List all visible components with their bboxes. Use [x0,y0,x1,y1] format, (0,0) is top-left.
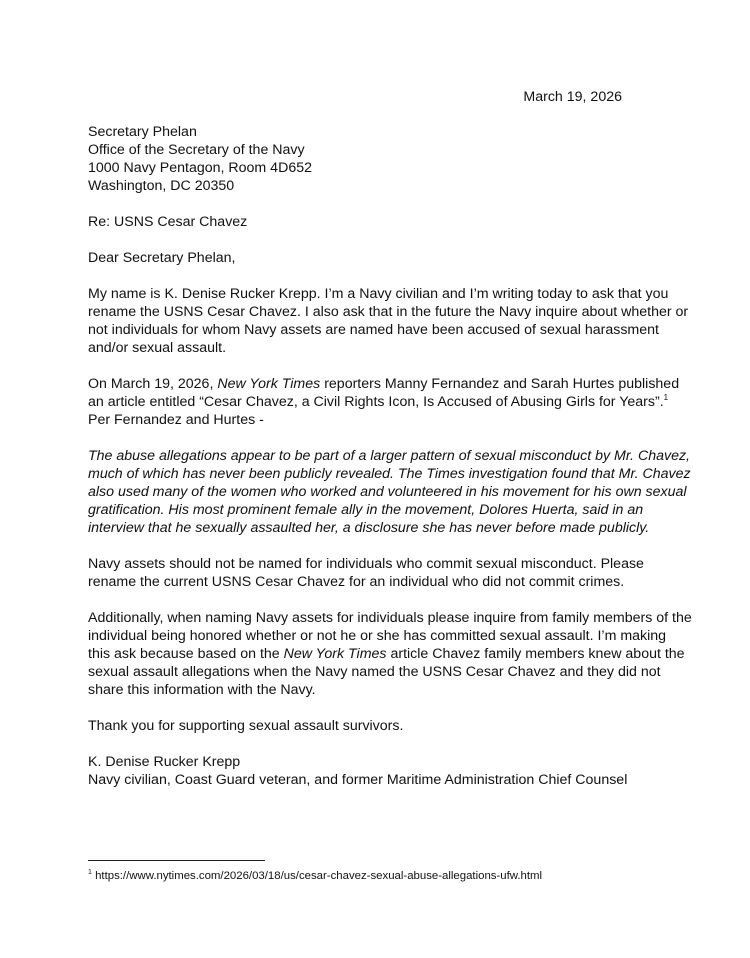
quote-line: gratification. His most prominent female ally in the movement, Dolores Huerta, said in an [88,502,644,518]
paragraph-line: Additionally, when naming Navy assets for individuals please inquire from family members of the [88,610,692,626]
paragraph-line [88,375,680,393]
salutation-text: Dear Secretary Phelan, [88,250,236,266]
closing-text: Thank you for supporting sexual assault survivors. [88,718,404,734]
recipient-line: Washington, DC 20350 [88,178,235,194]
closing [88,717,670,735]
recipient-line: Office of the Secretary of the Navy [88,142,305,158]
footnote-divider [88,860,265,861]
publication-name: New York Times [283,646,387,662]
paragraph-additionally [88,609,692,699]
signature-block [88,753,670,789]
signature-name: K. Denise Rucker Krepp [88,754,241,770]
quote-line: also used many of the women who worked and volunteered in his movement for his own sexual [88,484,687,500]
footnote-reference: 1 [663,393,669,402]
paragraph-line: rename the current USNS Cesar Chavez for an individual who did not commit crimes. [88,574,625,590]
paragraph-line: My name is K. Denise Rucker Krepp. I’m a Navy civilian and I’m writing today to ask that you [88,286,669,302]
paragraph-line [88,393,670,411]
subject-text: Re: USNS Cesar Chavez [88,214,248,230]
text-segment: an article entitled “Cesar Chavez, a Civil Rights Icon, Is Accused of Abusing Girls for Years”. [88,394,664,410]
paragraph-line: Navy assets should not be named for individuals who commit sexual misconduct. Please [88,556,644,572]
recipient-line: 1000 Navy Pentagon, Room 4D652 [88,160,312,176]
paragraph-line: rename the USNS Cesar Chavez. I also ask that in the future the Navy inquire about whether or [88,304,689,320]
footnote [88,869,542,883]
paragraph-intro [88,285,689,357]
subject-line [88,213,670,231]
paragraph-line: and/or sexual assault. [88,340,227,356]
paragraph-line: not individuals for whom Navy assets are named have been accused of sexual harassment [88,322,659,338]
text-segment: article Chavez family members knew about the [386,646,685,662]
block-quote [88,447,691,537]
letter-date: March 19, 2026 [523,89,622,105]
publication-name: New York Times [217,376,321,392]
text-segment: On March 19, 2026, [88,376,218,392]
footnote-url: https://www.nytimes.com/2026/03/18/us/cesar-chavez-sexual-abuse-allegations-ufw.html [95,870,543,882]
signature-title: Navy civilian, Coast Guard veteran, and former Maritime Administration Chief Counsel [88,772,628,788]
recipient-address [88,123,670,195]
paragraph-line: Per Fernandez and Hurtes - [88,412,264,428]
paragraph-request [88,555,670,591]
paragraph-line [88,645,685,663]
recipient-line: Secretary Phelan [88,124,197,140]
quote-line: much of which has never been publicly revealed. The Times investigation found that Mr. Chavez [88,466,691,482]
paragraph-line: share this information with the Navy. [88,682,316,698]
letter-body [88,123,692,807]
quote-line: interview that he sexually assaulted her, a disclosure she has never before made publicly. [88,520,650,536]
paragraph-article [88,375,680,429]
paragraph-line: sexual assault allegations when the Navy named the USNS Cesar Chavez and they did not [88,664,661,680]
text-segment: reporters Manny Fernandez and Sarah Hurtes published [320,376,680,392]
footnote-number: 1 [88,869,92,876]
paragraph-line: individual being honored whether or not he or she has committed sexual assault. I’m making [88,628,667,644]
salutation [88,249,670,267]
text-segment: this ask because based on the [88,646,284,662]
quote-line: The abuse allegations appear to be part of a larger pattern of sexual misconduct by Mr. Chavez, [88,448,690,464]
